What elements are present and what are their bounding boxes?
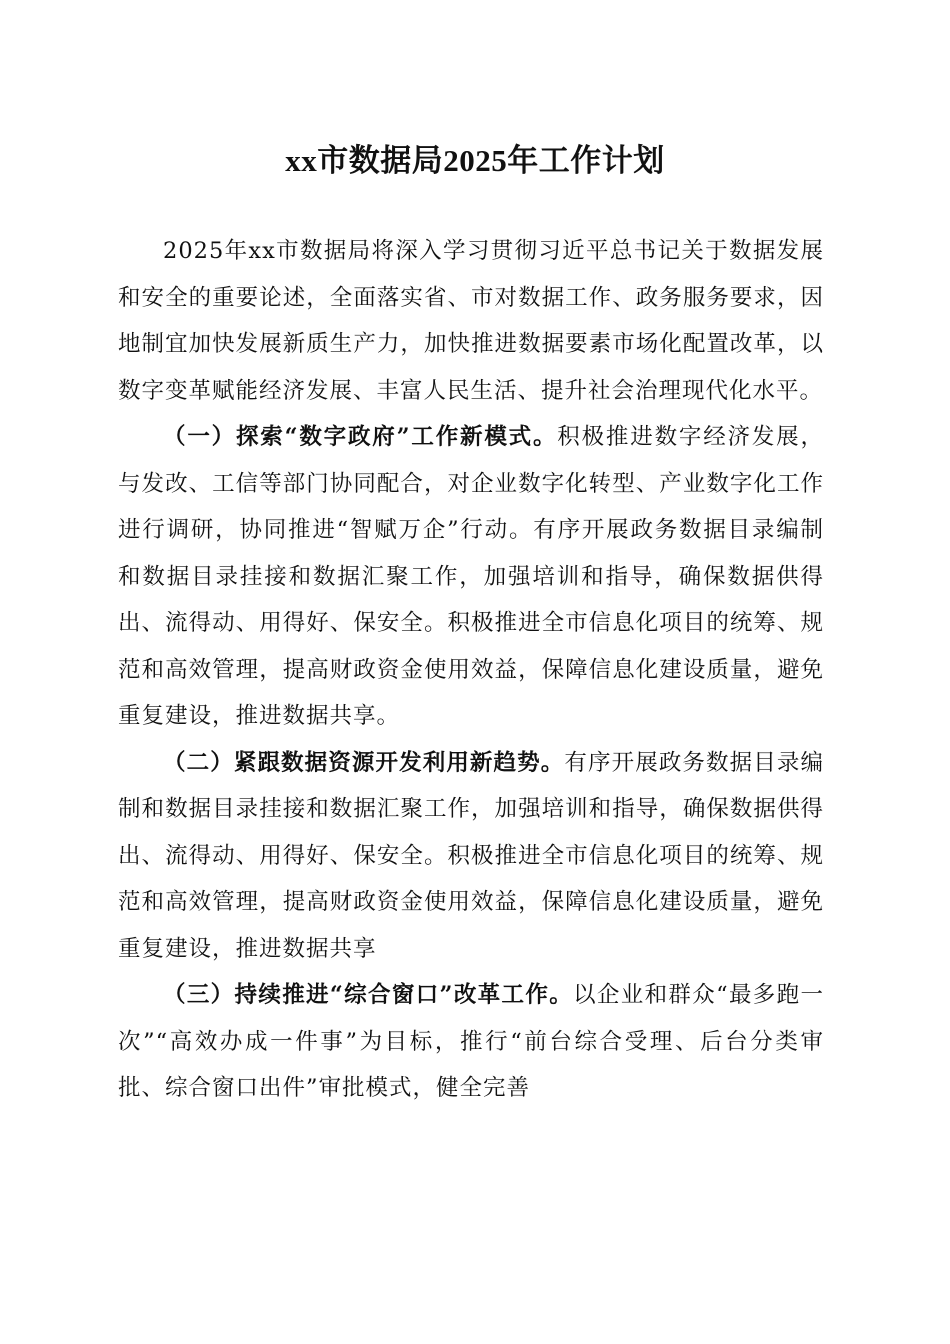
section-body-3: 以企业和群众“最多跑一次”“高效办成一件事”为目标，推行“前台综合受理、后台分类审批、综合窗口出件”审批模式，健全完善 — [118, 982, 824, 1101]
section-heading-1: （一）探索“数字政府”工作新模式。 — [163, 424, 558, 450]
document-title: xx市数据局2025年工作计划 — [285, 143, 665, 178]
section-paragraph-2 — [118, 740, 824, 973]
section-heading-2: （二）紧跟数据资源开发利用新趋势。 — [163, 749, 565, 776]
section-paragraph-3 — [118, 972, 824, 1112]
section-body-2: 有序开展政务数据目录编制和数据目录挂接和数据汇聚工作，加强培训和指导，确保数据供得出、流得动、用得好、保安全。积极推进全市信息化项目的统筹、规范和高效管理，提高财政资金使用效益，保障信息化建设质量，避免重复建设，推进数据共享 — [118, 749, 824, 962]
section-body-1: 积极推进数字经济发展，与发改、工信等部门协同配合，对企业数字化转型、产业数字化工作进行调研，协同推进“智赋万企”行动。有序开展政务数据目录编制和数据目录挂接和数据汇聚工作，加强培训和指导，确保数据供得出、流得动、用得好、保安全。积极推进全市信息化项目的统筹、规范和高效管理，提高财政资金使用效益，保障信息化建设质量，避免重复建设，推进数据共享。 — [118, 424, 824, 729]
intro-paragraph: 2025年xx市数据局将深入学习贯彻习近平总书记关于数据发展和安全的重要论述，全面落实省、市对数据工作、政务服务要求，因地制宜加快发展新质生产力，加快推进数据要素市场化配置改革，以数字变革赋能经济发展、丰富人民生活、提升社会治理现代化水平。 — [118, 238, 824, 404]
section-heading-3: （三）持续推进“综合窗口”改革工作。 — [163, 982, 574, 1008]
section-paragraph-1 — [118, 414, 824, 740]
document-body — [118, 228, 824, 1112]
